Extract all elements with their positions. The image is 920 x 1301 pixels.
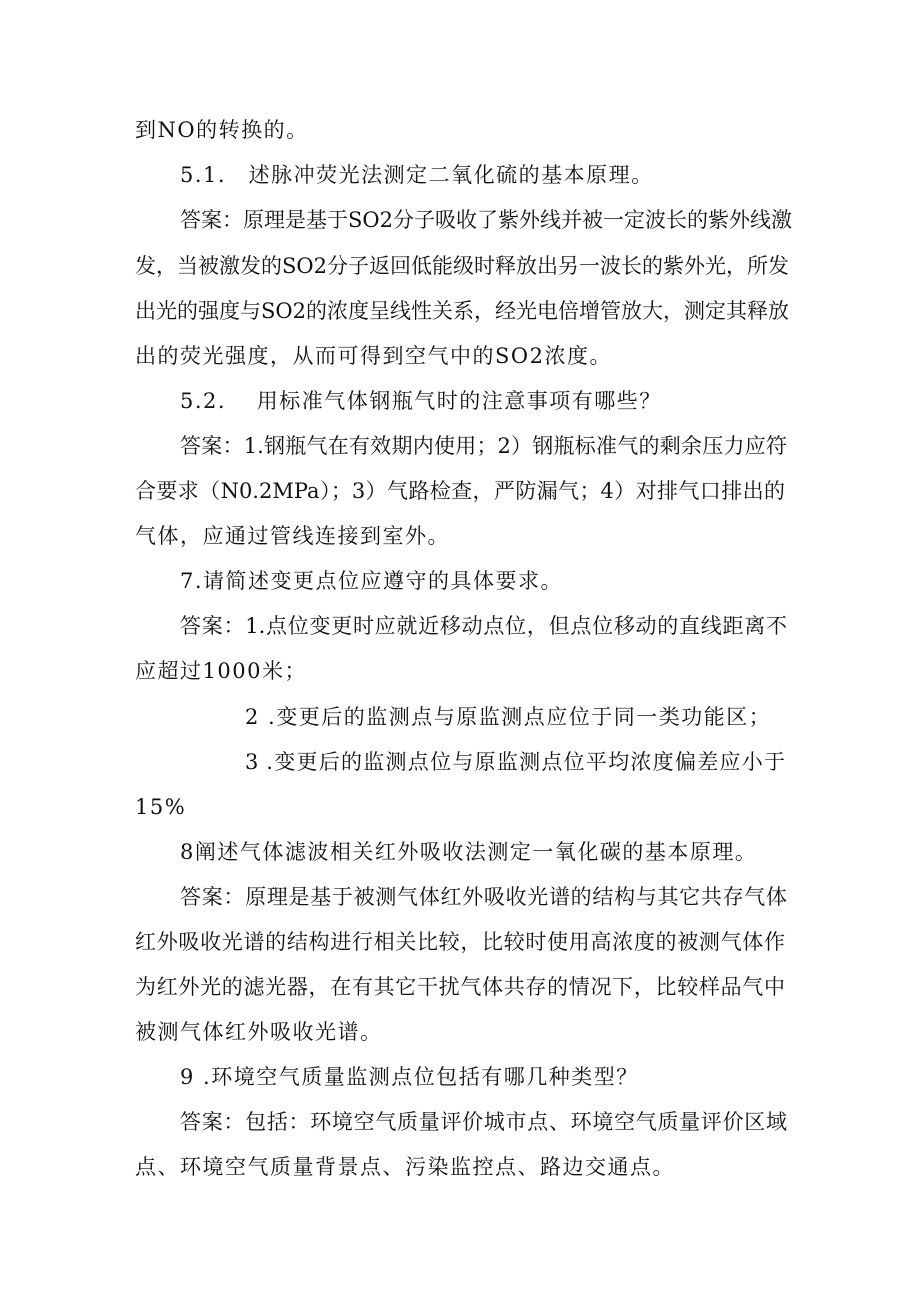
answer-9-line-2: 点、环境空气质量背景点、污染监控点、路边交通点。 [135,1155,675,1179]
answer-5-1-line-3: 出光的强度与SO2的浓度呈线性关系，经光电倍增管放大，测定其释放 [135,299,789,323]
answer-7-item-3-cont: 15% [135,795,187,819]
question-9: 9 .环境空气质量监测点位包括有哪几种类型？ [180,1065,639,1089]
answer-7-line-1: 答案：1.点位变更时应就近移动点位，但点位移动的直线距离不 [180,614,787,638]
answer-5-2-line-2: 合要求（N0.2MPa）；3）气路检查，严防漏气；4）对排气口排出的 [135,479,785,503]
answer-8-line-4: 被测气体红外吸收光谱。 [135,1020,383,1044]
text-line-1: 到NO的转换的。 [135,118,309,142]
answer-7-item-2: 2 .变更后的监测点与原监测点应位于同一类功能区； [245,705,772,729]
answer-5-1-line-1: 答案：原理是基于SO2分子吸收了紫外线并被一定波长的紫外线激 [180,208,792,232]
answer-5-2-line-1: 答案：1.钢瓶气在有效期内使用；2）钢瓶标准气的剩余压力应符 [180,434,787,458]
answer-5-2-line-3: 气体，应通过管线连接到室外。 [135,524,450,548]
question-5-1: 5.1. 述脉冲荧光法测定二氧化硫的基本原理。 [180,163,654,187]
answer-8-line-1: 答案：原理是基于被测气体红外吸收光谱的结构与其它共存气体 [180,885,787,909]
answer-7-item-3: 3 .变更后的监测点位与原监测点位平均浓度偏差应小于 [245,750,785,774]
answer-9-line-1: 答案：包括：环境空气质量评价城市点、环境空气质量评价区域 [180,1110,787,1134]
question-7: 7.请简述变更点位应遵守的具体要求。 [180,569,564,593]
answer-8-line-2: 红外吸收光谱的结构进行相关比较，比较时使用高浓度的被测气体作 [135,930,785,954]
answer-7-line-2: 应超过1000米； [135,659,307,683]
question-5-2: 5.2. 用标准气体钢瓶气时的注意事项有哪些？ [180,389,662,413]
question-8: 8阐述气体滤波相关红外吸收法测定一氧化碳的基本原理。 [180,840,758,864]
answer-5-1-line-2: 发，当被激发的SO2分子返回低能级时释放出另一波长的紫外光，所发 [135,254,789,278]
answer-5-1-line-4: 出的荧光强度，从而可得到空气中的SO2浓度。 [135,344,612,368]
answer-8-line-3: 为红外光的滤光器，在有其它干扰气体共存的情况下，比较样品气中 [135,975,785,999]
